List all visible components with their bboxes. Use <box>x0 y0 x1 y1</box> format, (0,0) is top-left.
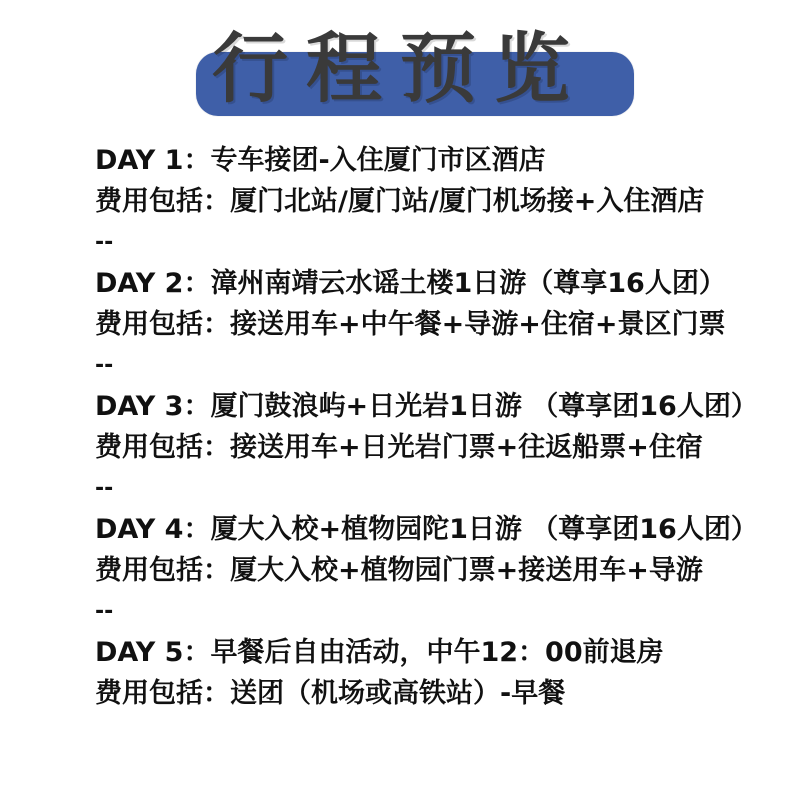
day-4-fees: 费用包括：厦大入校+植物园门票+接送用车+导游 <box>95 555 703 586</box>
day-3-fees: 费用包括：接送用车+日光岩门票+往返船票+住宿 <box>95 432 703 463</box>
title-banner <box>0 0 800 130</box>
day-4-separator: -- <box>95 599 114 624</box>
day-5-title: DAY 5：早餐后自由活动，中午12：00前退房 <box>95 637 664 668</box>
day-5-fees: 费用包括：送团（机场或高铁站）-早餐 <box>95 678 566 709</box>
day-1-separator: -- <box>95 230 114 255</box>
day-4-title: DAY 4：厦大入校+植物园陀1日游 （尊享团16人团） <box>95 514 758 545</box>
page-title: 行程预览 <box>212 24 588 113</box>
day-1-fees: 费用包括：厦门北站/厦门站/厦门机场接+入住酒店 <box>95 186 705 217</box>
day-2-separator: -- <box>95 353 114 378</box>
itinerary-list <box>95 140 775 714</box>
day-2-fees: 费用包括：接送用车+中午餐+导游+住宿+景区门票 <box>95 309 726 340</box>
day-2-title: DAY 2：漳州南靖云水谣土楼1日游（尊享16人团） <box>95 268 726 299</box>
day-3-title: DAY 3：厦门鼓浪屿+日光岩1日游 （尊享团16人团） <box>95 391 758 422</box>
day-1-title: DAY 1：专车接团-入住厦门市区酒店 <box>95 145 546 176</box>
day-3-separator: -- <box>95 476 114 501</box>
